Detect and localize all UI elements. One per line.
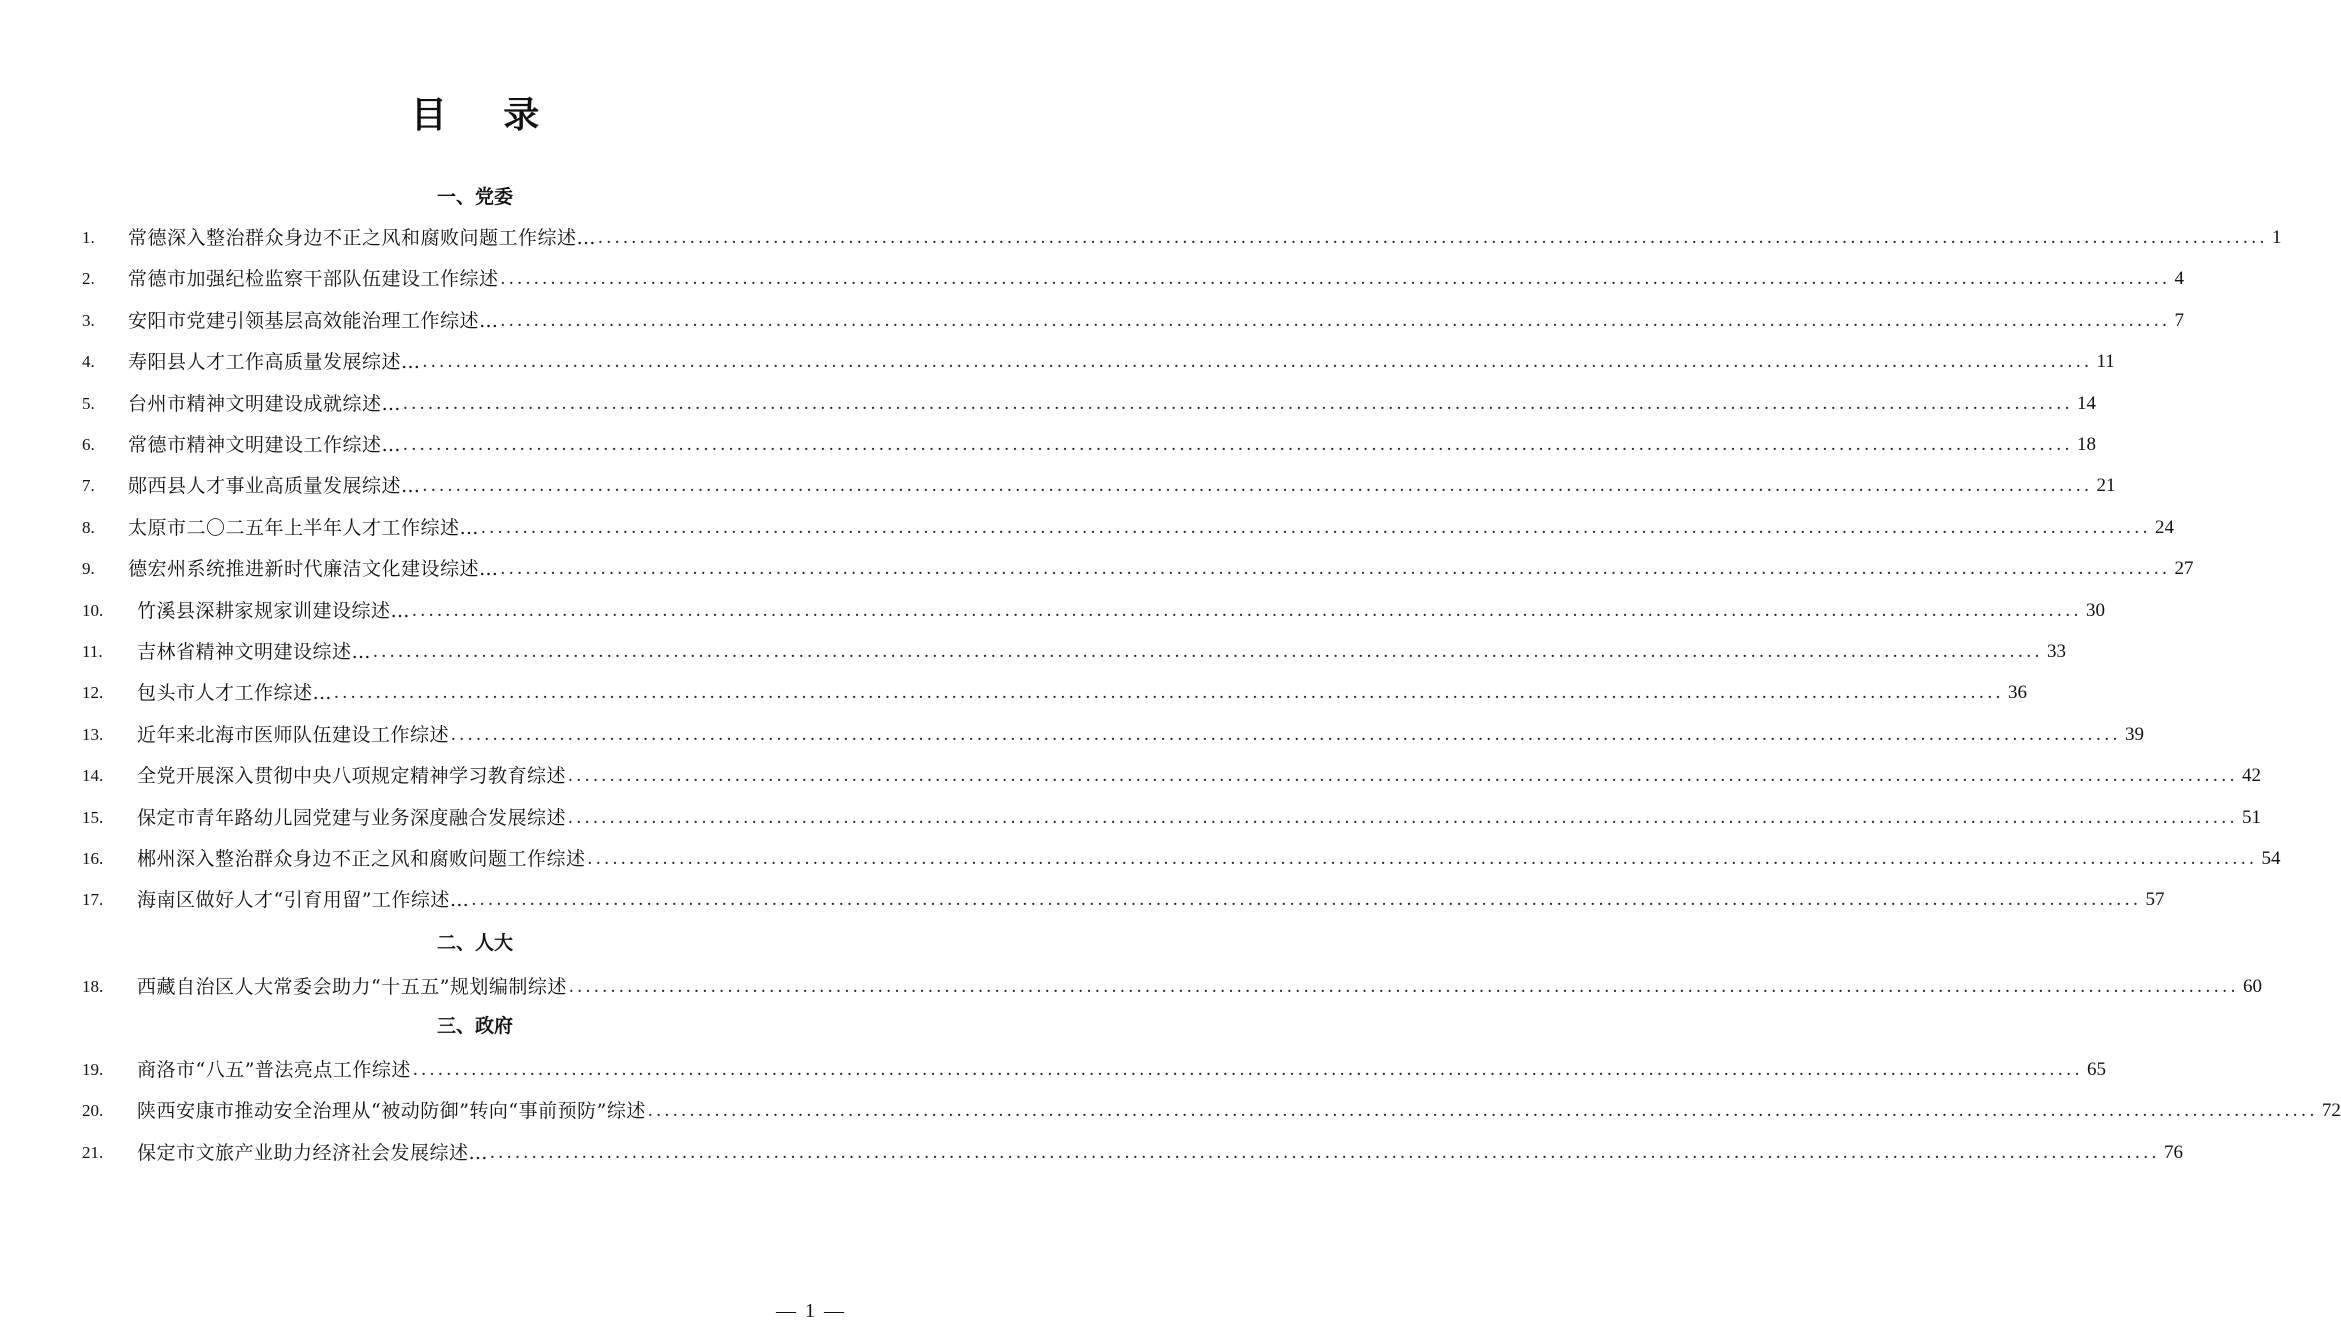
toc-dot-leader: ........................................................................................................................................................................................................ (500, 268, 2171, 289)
page-title: 目 录 (410, 95, 562, 136)
toc-entry[interactable] (82, 1137, 2184, 1169)
toc-entry-page: 27 (2174, 558, 2194, 579)
toc-entry-page: 7 (2174, 310, 2185, 331)
toc-entry-page: 54 (2261, 848, 2281, 869)
toc-entry-page: 57 (2145, 889, 2165, 910)
toc-entry-page: 11 (2096, 351, 2115, 372)
toc-entry-number: 2. (82, 269, 95, 288)
toc-entry-page: 76 (2164, 1142, 2184, 1163)
toc-entry-title: 寿阳县人才工作高质量发展综述… (128, 351, 421, 373)
toc-entry-page: 51 (2242, 807, 2262, 828)
toc-entry-number: 18. (82, 977, 104, 996)
page-number-footer: — 1 — (776, 1300, 846, 1322)
toc-dot-leader: ........................................................................................................................................................................................................ (647, 1100, 2318, 1121)
toc-dot-leader: ........................................................................................................................................................................................................ (403, 434, 2074, 455)
toc-dot-leader: ........................................................................................................................................................................................................ (334, 682, 2005, 703)
toc-entry-number: 7. (82, 476, 95, 495)
toc-entry-title: 保定市青年路幼儿园党建与业务深度融合发展综述 (137, 807, 567, 829)
toc-entry-title: 德宏州系统推进新时代廉洁文化建设综述… (128, 558, 499, 580)
toc-entry[interactable] (82, 512, 2175, 544)
toc-entry-title: 吉林省精神文明建设综述… (137, 641, 372, 663)
toc-entry-number: 17. (82, 890, 104, 909)
toc-entry-number: 11. (82, 642, 103, 661)
toc-entry-number: 21. (82, 1143, 104, 1162)
toc-entry[interactable] (82, 263, 2185, 295)
toc-entry-number: 4. (82, 352, 95, 371)
toc-dot-leader: ........................................................................................................................................................................................................ (568, 765, 2239, 786)
toc-entry-page: 18 (2077, 434, 2097, 455)
toc-entry[interactable] (82, 636, 2067, 668)
toc-entry-number: 20. (82, 1101, 104, 1120)
toc-dot-leader: ........................................................................................................................................................................................................ (422, 351, 2093, 372)
toc-entry-number: 12. (82, 683, 104, 702)
toc-dot-leader: ........................................................................................................................................................................................................ (481, 517, 2152, 538)
toc-entry-title: 太原市二〇二五年上半年人才工作综述… (128, 517, 480, 539)
section-heading: 二、人大 (436, 932, 513, 954)
section-heading: 三、政府 (436, 1015, 513, 1037)
toc-entry-title: 包头市人才工作综述… (137, 682, 333, 704)
toc-entry-number: 8. (82, 518, 95, 537)
toc-entry[interactable] (82, 677, 2028, 709)
toc-entry-page: 39 (2125, 724, 2145, 745)
toc-entry-title: 西藏自治区人大常委会助力“十五五”规划编制综述 (137, 976, 567, 998)
toc-entry-title: 郴州深入整治群众身边不正之风和腐败问题工作综述 (137, 848, 586, 870)
toc-entry[interactable] (82, 719, 2145, 751)
toc-entry-number: 15. (82, 808, 104, 827)
toc-entry-title: 常德市精神文明建设工作综述… (128, 434, 402, 456)
toc-entry[interactable] (82, 802, 2262, 834)
toc-entry-page: 42 (2242, 765, 2262, 786)
toc-entry-number: 19. (82, 1060, 104, 1079)
toc-entry-page: 60 (2242, 976, 2262, 997)
toc-entry-title: 全党开展深入贯彻中央八项规定精神学习教育综述 (137, 765, 567, 787)
toc-entry-page: 4 (2174, 268, 2185, 289)
toc-entry-page: 1 (2272, 227, 2282, 248)
toc-entry-number: 1. (82, 228, 95, 247)
toc-entry-title: 商洛市“八五”普法亮点工作综述 (137, 1059, 411, 1081)
toc-entry[interactable] (82, 222, 2282, 254)
toc-dot-leader: ........................................................................................................................................................................................................ (471, 889, 2142, 910)
toc-entry-title: 常德深入整治群众身边不正之风和腐败问题工作综述… (128, 227, 597, 249)
toc-entry-number: 16. (82, 849, 104, 868)
toc-dot-leader: ........................................................................................................................................................................................................ (412, 1059, 2083, 1080)
toc-dot-leader: ........................................................................................................................................................................................................ (490, 1142, 2161, 1163)
toc-entry[interactable] (82, 470, 2116, 502)
toc-dot-leader: ........................................................................................................................................................................................................ (412, 600, 2083, 621)
toc-dot-leader: ........................................................................................................................................................................................................ (403, 393, 2074, 414)
toc-entry-title: 保定市文旅产业助力经济社会发展综述… (137, 1142, 489, 1164)
toc-entry-page: 30 (2086, 600, 2106, 621)
toc-entry[interactable] (82, 305, 2185, 337)
toc-entry-number: 10. (82, 601, 104, 620)
toc-entry[interactable] (82, 1095, 2341, 1127)
toc-dot-leader: ........................................................................................................................................................................................................ (587, 848, 2258, 869)
toc-entry[interactable] (82, 843, 2281, 875)
toc-entry-page: 72 (2321, 1100, 2341, 1121)
toc-entry-page: 33 (2047, 641, 2067, 662)
toc-entry-page: 65 (2086, 1059, 2106, 1080)
toc-entry[interactable] (82, 760, 2262, 792)
toc-dot-leader: ........................................................................................................................................................................................................ (451, 724, 2122, 745)
toc-entry-number: 5. (82, 394, 95, 413)
toc-entry-title: 郧西县人才事业高质量发展综述… (128, 475, 421, 497)
toc-entry[interactable] (82, 595, 2106, 627)
toc-entry-number: 14. (82, 766, 104, 785)
toc-entry-page: 24 (2155, 517, 2175, 538)
toc-entry-number: 6. (82, 435, 95, 454)
toc-entry-title: 常德市加强纪检监察干部队伍建设工作综述 (128, 268, 499, 290)
toc-entry[interactable] (82, 971, 2262, 1003)
toc-dot-leader: ........................................................................................................................................................................................................ (422, 475, 2093, 496)
toc-entry[interactable] (82, 553, 2194, 585)
toc-entry-page: 36 (2008, 682, 2028, 703)
toc-dot-leader: ........................................................................................................................................................................................................ (568, 976, 2239, 997)
section-heading: 一、党委 (436, 186, 513, 208)
toc-dot-leader: ........................................................................................................................................................................................................ (598, 227, 2269, 248)
toc-dot-leader: ........................................................................................................................................................................................................ (500, 558, 2171, 579)
toc-dot-leader: ........................................................................................................................................................................................................ (500, 310, 2171, 331)
toc-entry-page: 21 (2096, 475, 2116, 496)
toc-entry-title: 海南区做好人才“引育用留”工作综述… (137, 889, 470, 911)
toc-dot-leader: ........................................................................................................................................................................................................ (568, 807, 2239, 828)
toc-entry-title: 陕西安康市推动安全治理从“被动防御”转向“事前预防”综述 (137, 1100, 646, 1122)
toc-dot-leader: ........................................................................................................................................................................................................ (373, 641, 2044, 662)
toc-entry[interactable] (82, 346, 2115, 378)
toc-entry[interactable] (82, 429, 2097, 461)
toc-entry-title: 安阳市党建引领基层高效能治理工作综述… (128, 310, 499, 332)
toc-entry-title: 台州市精神文明建设成就综述… (128, 393, 402, 415)
toc-entry[interactable] (82, 1054, 2106, 1086)
toc-entry[interactable] (82, 388, 2097, 420)
toc-entry-number: 3. (82, 311, 95, 330)
toc-entry-number: 9. (82, 559, 95, 578)
toc-entry-number: 13. (82, 725, 104, 744)
toc-entry-title: 竹溪县深耕家规家训建设综述… (137, 600, 411, 622)
toc-entry-page: 14 (2077, 393, 2097, 414)
toc-entry-title: 近年来北海市医师队伍建设工作综述 (137, 724, 450, 746)
toc-entry[interactable] (82, 884, 2165, 916)
